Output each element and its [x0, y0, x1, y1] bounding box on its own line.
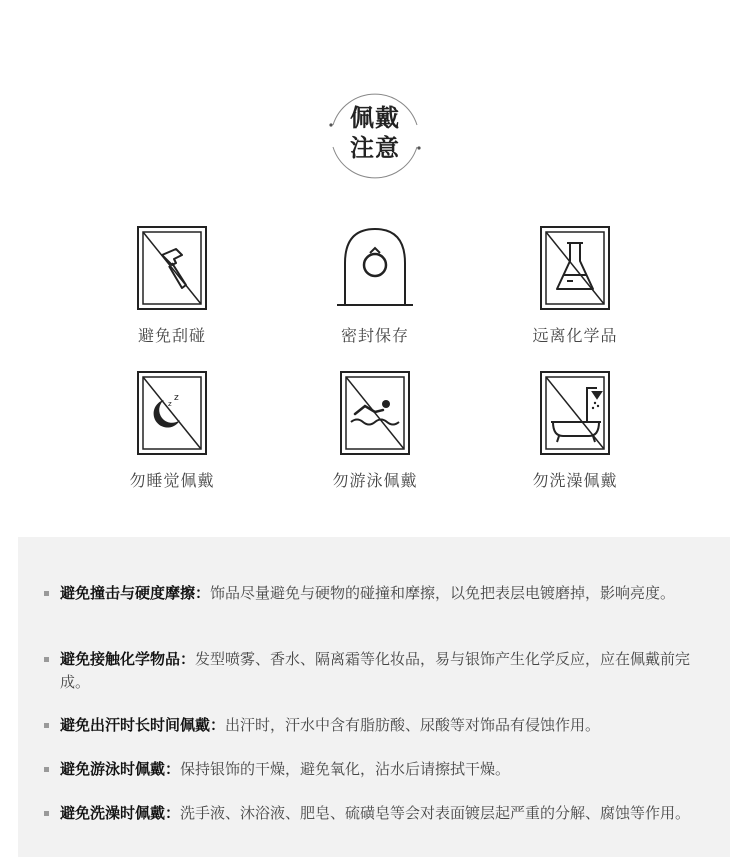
item-title: 避免接触化学物品：	[60, 650, 196, 668]
item-text: 出汗时，汗水中含有脂肪酸、尿酸等对饰品有侵蚀作用。	[225, 716, 601, 734]
icon-label: 勿睡觉佩戴	[129, 471, 215, 490]
item-text: 保持银饰的干燥，避免氧化，沾水后请擦拭干燥。	[180, 760, 511, 778]
svg-text:z: z	[174, 393, 179, 403]
list-item	[44, 714, 714, 737]
bullet-icon	[44, 723, 49, 728]
bullet-icon	[44, 591, 49, 596]
icon-label: 密封保存	[340, 326, 409, 345]
item-title: 避免出汗时长时间佩戴：	[60, 716, 226, 734]
item-title: 避免游泳时佩戴：	[60, 760, 181, 778]
bullet-icon	[44, 811, 49, 816]
icon-cell-avoid-scratch	[87, 225, 257, 346]
list-item	[44, 802, 714, 825]
list-item	[44, 582, 714, 605]
icon-label: 避免刮碰	[137, 326, 206, 345]
icon-cell-no-sleep	[87, 370, 257, 491]
icon-label: 勿游泳佩戴	[332, 471, 418, 490]
notes-panel	[18, 537, 730, 857]
icon-cell-no-swimming	[290, 370, 460, 491]
item-title: 避免撞击与硬度摩擦：	[60, 584, 211, 602]
page-title: 佩戴 注意	[350, 104, 400, 162]
icon-label: 勿洗澡佩戴	[532, 471, 618, 490]
icon-cell-sealed-storage	[290, 225, 460, 346]
bullet-icon	[44, 767, 49, 772]
title-badge	[325, 85, 425, 185]
no-bath-icon	[539, 370, 611, 456]
no-sleep-icon	[136, 370, 208, 456]
list-item	[44, 648, 714, 694]
no-hammer-icon	[136, 225, 208, 311]
item-title: 避免洗澡时佩戴：	[60, 804, 181, 822]
no-swimming-icon	[339, 370, 411, 456]
item-text: 饰品尽量避免与硬物的碰撞和摩擦，以免把表层电镀磨掉，影响亮度。	[210, 584, 676, 602]
item-text: 发型喷雾、香水、隔离霜等化妆品，易与银饰产生化学反应，应在佩戴前完成。	[60, 650, 691, 691]
bullet-icon	[44, 657, 49, 662]
icon-cell-avoid-chemicals	[490, 225, 660, 346]
icon-label: 远离化学品	[532, 326, 618, 345]
icon-cell-no-bathing	[490, 370, 660, 491]
sealed-ring-bag-icon	[327, 225, 423, 311]
list-item	[44, 758, 714, 781]
item-text: 洗手液、沐浴液、肥皂、硫磺皂等会对表面镀层起严重的分解、腐蚀等作用。	[180, 804, 691, 822]
no-chemical-flask-icon	[539, 225, 611, 311]
svg-text:z: z	[168, 400, 172, 408]
